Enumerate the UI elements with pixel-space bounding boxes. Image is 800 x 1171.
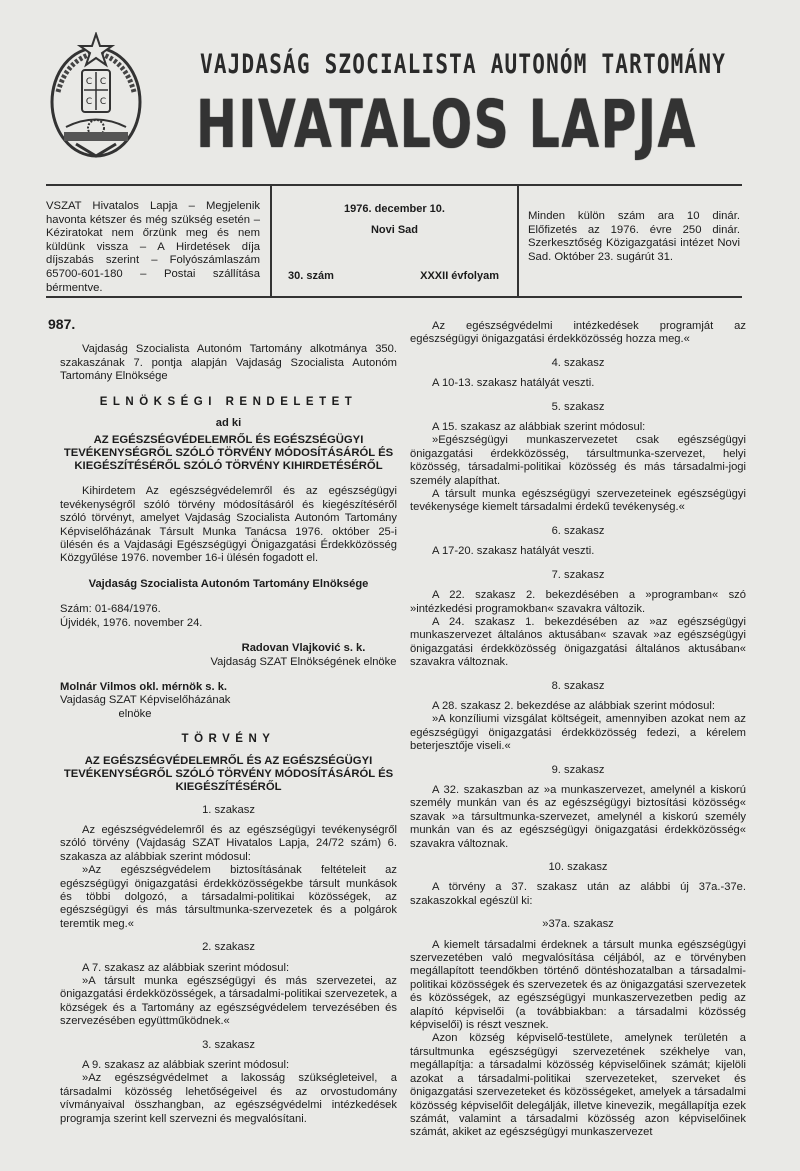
section-title: 8. szakasz [551, 679, 605, 692]
header-info-box [46, 184, 742, 298]
section-title: 7. szakasz [551, 568, 605, 581]
law-label: TÖRVÉNY [181, 733, 276, 746]
section-paragraph: A kiemelt társadalmi érdeknek a társult munka egészségügyi szervezetében való megvalósítása céljából, az e törvényben megállapított teendőkben történő döntéshozatalban a társadalmi-politikai közösségek és szervezetek és az önigazgatási szervezetek és közösségek, az egészségügyi munkaszervezetben pedig az alapító képviselői (a továbbiakban: a társadalmi közösség képviselői) is részt vesznek. [410, 938, 746, 1032]
section-title: 9. szakasz [551, 763, 605, 776]
continuation-paragraph: Az egészségvédelmi intézkedések programját az egészségügyi önigazgatási érdekközösség hozza meg.« [410, 320, 746, 346]
section-title: 10. szakasz [548, 861, 608, 873]
ad-ki: ad ki [215, 417, 242, 430]
section-paragraph: A 28. szakasz 2. bekezdése az alábbiak szerint módosul: [432, 699, 715, 712]
section-title: »37a. szakasz [542, 918, 614, 931]
signer1-title: Vajdaság SZAT Elnökségének elnöke [210, 655, 397, 668]
section-paragraph: A társult munka egészségügyi szervezeteinek egészségügyi tevékenysége kiemelt társadalmi érdekű tevékenység.« [410, 488, 746, 514]
signer1-name: Radovan Vlajković s. k. [241, 642, 366, 655]
decree-number: 987. [48, 316, 76, 332]
section-paragraph: A 15. szakasz az alábbiak szerint módosul: [432, 421, 646, 434]
publication-notice: VSZAT Hivatalos Lapja – Megjelenik havonta kétszer és még szükség esetén – Kéziratokat nem őrzünk meg és nem küldünk vissza – A Hirdetések díja díjszabás szerint – Folyószámlaszám 65700-601-180 – Postai szállítása bérmentve. [46, 186, 272, 296]
issue-info [272, 186, 519, 296]
section-title: 2. szakasz [202, 941, 255, 954]
section-title: 5. szakasz [551, 400, 605, 413]
document-number: Szám: 01-684/1976. [60, 603, 161, 616]
masthead-subtitle: VAJDASÁG SZOCIALISTA AUTONÓM TARTOMÁNY [200, 49, 727, 79]
masthead-title: HIVATALOS LAPJA [196, 86, 697, 163]
section-paragraph: Azon község képviselő-testülete, amelynek területén a társultmunka egészségügyi szervezetének székhelye van, megállapítja: a társadalmi közösség képviselőinek számát; kijelöli azokat a társadalmi-politikai szervezeteket, szerveket és önigazgatási szervezeteket és közösségeket, amelyek a társadalmi közösség képviselőit delegálják, illetve kinevezik, megállapítja ezek számát, valamint a társadalmi közösség azon képviselőinek számát, akiket az egészségügyi munkaszervezet [410, 1032, 746, 1139]
section-title: 3. szakasz [202, 1038, 255, 1051]
section-paragraph: »A társult munka egészségügyi és más szervezetei, az önigazgatási érdekközösségek, a társadalmi-politikai szervezetek, a községek és a Tartomány az egészségvédelem tervezésében és szervezésében együttműködnek.« [60, 975, 397, 1028]
decree-type: ELNÖKSÉGI RENDELETET [99, 395, 358, 408]
section-title: 1. szakasz [202, 803, 255, 816]
issue-city: Novi Sad [370, 224, 419, 236]
section-paragraph: A 24. szakasz 1. bekezdésében az »az egészségügyi munkaszervezet általános aktusában« szavak »az egészségügyi önigazgatási érdekközösség önigazgatási általános aktusában« szavakra változnak. [410, 615, 746, 669]
section-paragraph: »A konzíliumi vizsgálat költségeit, amennyiben azokat nem az egészségügyi önigazgatási érdekközösség fedezi, a kérelem beterjesztője viseli.« [410, 713, 746, 753]
issue-date: 1976. december 10. [344, 203, 445, 215]
svg-text:C: C [85, 97, 93, 107]
issue-number: 30. szám [288, 270, 334, 282]
section-paragraph: A 7. szakasz az alábbiak szerint módosul: [82, 961, 290, 974]
coat-of-arms-icon [46, 32, 146, 162]
signer2-name: Molnár Vilmos okl. mérnök s. k. [60, 680, 228, 693]
svg-text:C: C [85, 77, 93, 87]
preamble: Vajdaság Szocialista Autonóm Tartomány alkotmánya 350. szakaszának 7. pontja alapján Vajdaság Szocialista Autonóm Tartomány Elnöksége [60, 343, 397, 383]
section-title: 6. szakasz [551, 524, 605, 537]
section-paragraph: »Egészségügyi munkaszervezetet csak egészségügyi önigazgatási érdekközösség, társultmunka-szervezet, helyi közösség, társadalmi-politikai közösség és más társadalmi-jogi személy alapíthat. [410, 434, 746, 487]
law-heading: AZ EGÉSZSÉGVÉDELEMRŐL ÉS AZ EGÉSZSÉGÜGYI TEVÉKENYSÉGRŐL SZÓLÓ TÖRVÉNY MÓDOSÍTÁSÁRÓL ÉS KIEGÉSZÍTÉSÉRŐL [63, 754, 394, 793]
section-paragraph: A 10-13. szakasz hatályát veszti. [432, 377, 595, 390]
section-paragraph: A 9. szakasz az alábbiak szerint módosul: [82, 1059, 290, 1072]
section-paragraph: A 22. szakasz 2. bekezdésében a »programban« szó »intézkedési programokban« szavakra változik. [410, 589, 746, 615]
signer2-title: Vajdaság SZAT Képviselőházának [60, 694, 231, 707]
signer2-block [60, 680, 231, 721]
section-paragraph: A törvény a 37. szakasz után az alábbi új 37a.-37e. szakaszokkal egészül ki: [410, 881, 746, 907]
issue-volume: XXXII évfolyam [420, 270, 499, 282]
subscription-notice: Minden külön szám ara 10 dinár. Előfizetés az 1976. évre 250 dinár. Szerkesztőség Közigazgatási intézet Novi Sad. Október 23. sugárút 31. [528, 210, 740, 263]
issuer: Vajdaság Szocialista Autonóm Tartomány Elnöksége [88, 577, 369, 590]
svg-text:C: C [99, 77, 107, 87]
section-paragraph: A 17-20. szakasz hatályát veszti. [432, 545, 595, 558]
right-column [410, 320, 746, 1140]
left-column [48, 316, 397, 1126]
section-paragraph: »Az egészségvédelmet a lakosság szükségleteivel, a társadalmi közösség lehetőségeivel és az orvostudomány vívmányaival összhangban, az egészségvédelmi intézkedések programja szerint kell szervezni és megvalósítani. [60, 1072, 397, 1125]
section-paragraph: A 32. szakaszban az »a munkaszervezet, amelynél a kiskorú személy munkán van és az egészségügyi biztosítási közösség« szavak »a társultmunka-szervezet, amelynél a kiskorú személy munkán van és az egészségügyi önigazgatási érdekközösség« szavakra változnak. [410, 783, 746, 850]
section-title: 4. szakasz [551, 356, 605, 369]
svg-text:C: C [99, 97, 107, 107]
place-date: Újvidék, 1976. november 24. [60, 616, 203, 629]
signer2-title-2: elnöke [118, 707, 152, 720]
section-paragraph: Az egészségvédelemről és az egészségügyi tevékenységről szóló törvény (Vajdaság SZAT Hivatalos Lapja, 24/72 szám) 6. szakasza az alábbiak szerint módosul: [60, 823, 397, 863]
section-paragraph: »Az egészségvédelem biztosításának feltételeit az egészségügyi önigazgatási érdekközösségekbe társult munkások és többi dolgozó, a társadalmi-politikai közösségek, az egészségügyi és más társultmunka-szervezetek és a polgárok teremtik meg.« [60, 864, 397, 930]
proclamation: Kihirdetem Az egészségvédelemről és az egészségügyi tevékenységről szóló törvény módosításáról és kiegészítéséről szóló törvényt, amelyet Vajdaság Szocialista Autonóm Tartomány Képviselőházának Társult Munka Tanácsa 1976. október 25-i ülésén és a Vajdasági Egészségügyi Önigazgatási Érdekközösség Közgyűlése 1976. november 16-i ülésén fogadott el. [60, 485, 397, 565]
decree-heading: AZ EGÉSZSÉGVÉDELEMRŐL ÉS EGÉSZSÉGÜGYI TEVÉKENYSÉGRŐL SZÓLÓ TÖRVÉNY MÓDOSÍTÁSÁRÓL ÉS KIEGÉSZÍTÉSÉRŐL SZÓLÓ TÖRVÉNY KIHIRDETÉSÉRŐL [63, 434, 394, 473]
